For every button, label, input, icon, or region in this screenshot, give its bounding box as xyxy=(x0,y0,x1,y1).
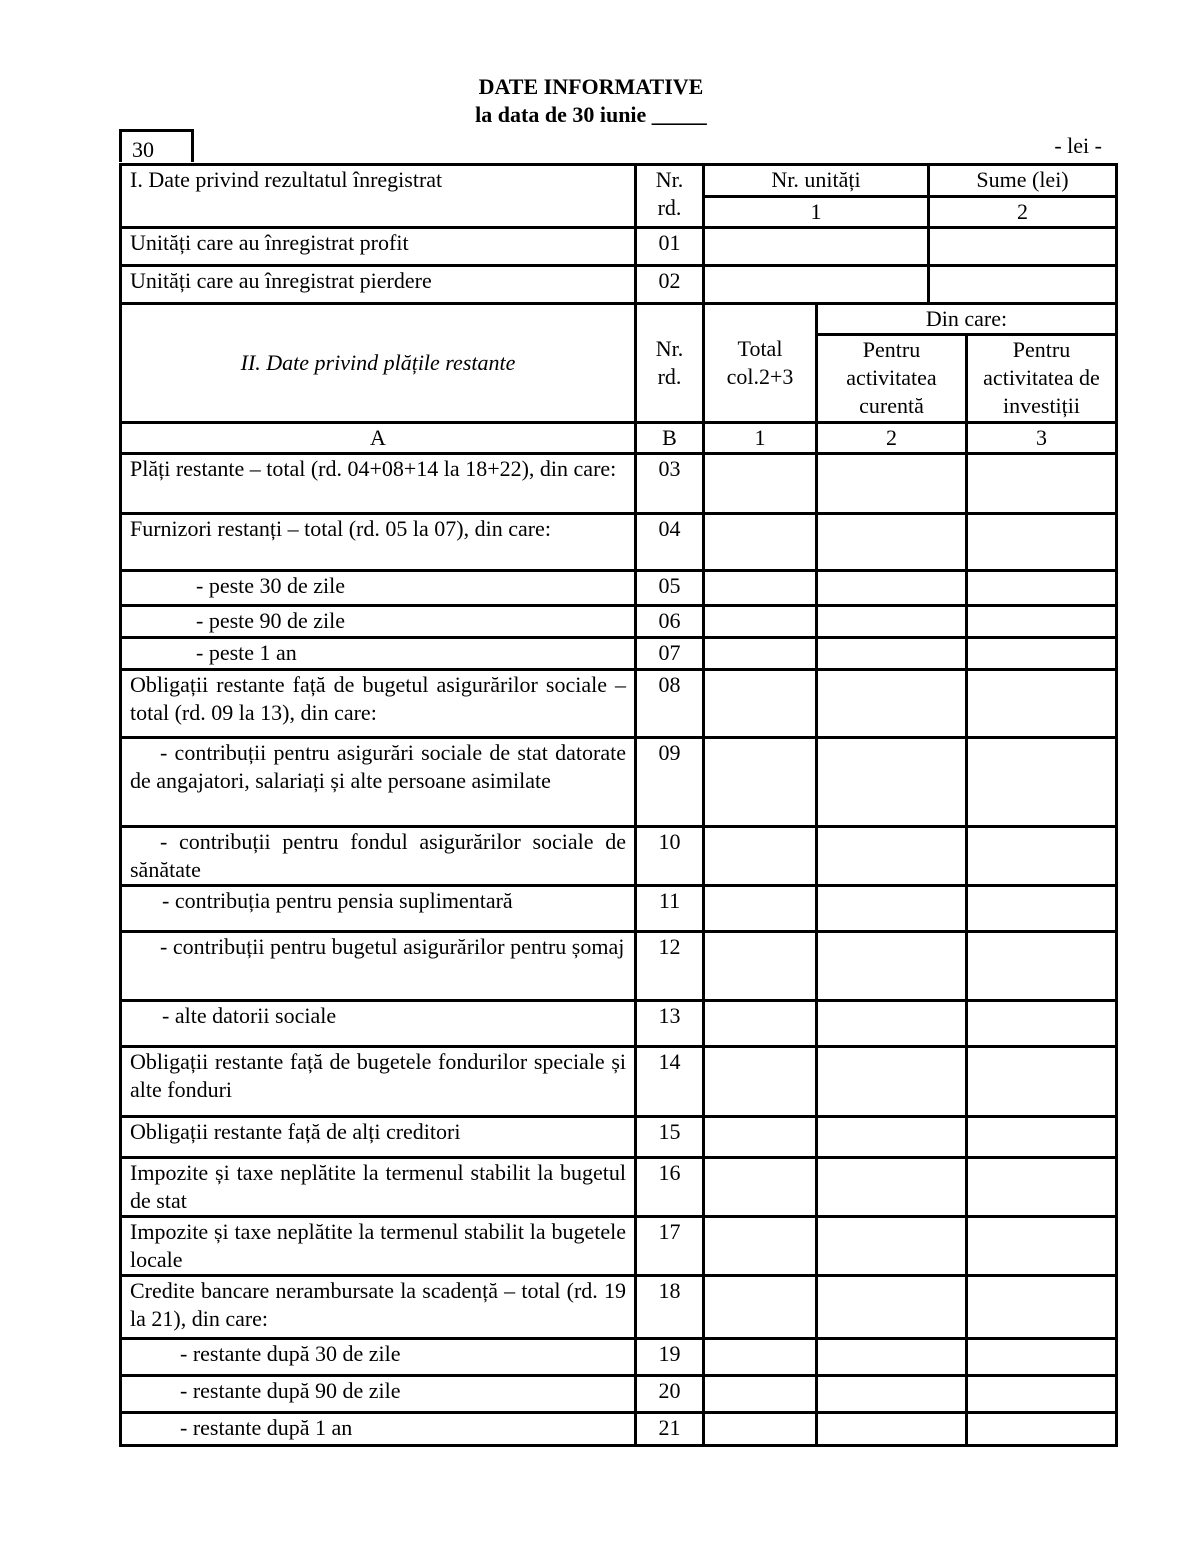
section2-cell[interactable] xyxy=(704,606,817,638)
section2-cell[interactable] xyxy=(704,1376,817,1413)
column-letter: 3 xyxy=(967,423,1117,454)
section2-cell[interactable] xyxy=(817,1001,967,1047)
section2-row xyxy=(121,606,1117,638)
section2-row xyxy=(121,886,1117,932)
section2-row xyxy=(121,1117,1117,1158)
section1-cell[interactable] xyxy=(929,266,1117,304)
section2-row xyxy=(121,1001,1117,1047)
section2-cell[interactable] xyxy=(704,1117,817,1158)
section2-cell[interactable] xyxy=(704,1047,817,1117)
section2-cell[interactable] xyxy=(967,738,1117,827)
section2-cell[interactable] xyxy=(967,670,1117,738)
section2-cell[interactable] xyxy=(967,638,1117,670)
section2-cell[interactable] xyxy=(817,1117,967,1158)
section2-row-label: Obligații restante față de bugetul asigurărilor sociale – total (rd. 09 la 13), din care: xyxy=(121,670,636,738)
section2-row-label: Impozite și taxe neplătite la termenul stabilit la bugetele locale xyxy=(121,1217,636,1276)
section2-row-nr: 09 xyxy=(636,738,704,827)
section1-cell[interactable] xyxy=(704,266,929,304)
section1-col-units-num: 1 xyxy=(704,197,929,228)
section2-row xyxy=(121,670,1117,738)
section2-row-label: Credite bancare nerambursate la scadență – total (rd. 19 la 21), din care: xyxy=(121,1276,636,1339)
section2-cell[interactable] xyxy=(704,827,817,886)
section2-cell[interactable] xyxy=(704,454,817,514)
section2-row-nr: 07 xyxy=(636,638,704,670)
section2-row-nr: 19 xyxy=(636,1339,704,1376)
section1-cell[interactable] xyxy=(929,228,1117,266)
section2-cell[interactable] xyxy=(704,1158,817,1217)
section2-row xyxy=(121,1158,1117,1217)
section2-cell[interactable] xyxy=(704,1276,817,1339)
section2-row-nr: 13 xyxy=(636,1001,704,1047)
document-title: DATE INFORMATIVE xyxy=(478,74,704,99)
section2-cell[interactable] xyxy=(967,1339,1117,1376)
section2-cell[interactable] xyxy=(704,571,817,606)
section2-row-nr: 05 xyxy=(636,571,704,606)
section2-row-nr: 15 xyxy=(636,1117,704,1158)
section1-col-units: Nr. unități xyxy=(704,165,929,197)
section2-cell[interactable] xyxy=(967,1117,1117,1158)
section2-row-label: Obligații restante față de alți creditori xyxy=(121,1117,636,1158)
section2-row-label: - alte datorii sociale xyxy=(121,1001,636,1047)
section2-cell[interactable] xyxy=(967,1276,1117,1339)
section2-row-label: - contribuții pentru asigurări sociale de stat datorate de angajatori, salariați și alte persoane asimilate xyxy=(121,738,636,827)
column-letter: B xyxy=(636,423,704,454)
section1-row-label: Unități care au înregistrat profit xyxy=(121,228,636,266)
section2-cell[interactable] xyxy=(817,738,967,827)
section2-row xyxy=(121,638,1117,670)
section2-cell[interactable] xyxy=(967,606,1117,638)
section2-cell[interactable] xyxy=(704,1217,817,1276)
section2-row xyxy=(121,1276,1117,1339)
section2-row-label: - peste 1 an xyxy=(121,638,636,670)
section2-cell[interactable] xyxy=(967,571,1117,606)
section2-cell[interactable] xyxy=(817,571,967,606)
section2-cell[interactable] xyxy=(817,932,967,1001)
section2-cell[interactable] xyxy=(704,638,817,670)
section2-cell[interactable] xyxy=(817,827,967,886)
section2-row xyxy=(121,1047,1117,1117)
section2-row-nr: 08 xyxy=(636,670,704,738)
section1-row-nr: 01 xyxy=(636,228,704,266)
section2-row-label: - restante după 90 de zile xyxy=(121,1376,636,1413)
section2-cell[interactable] xyxy=(817,1339,967,1376)
column-letter: 1 xyxy=(704,423,817,454)
section2-cell[interactable] xyxy=(704,738,817,827)
section2-cell[interactable] xyxy=(704,1413,817,1446)
section2-row xyxy=(121,1339,1117,1376)
section2-row-label: - contribuții pentru bugetul asigurărilor pentru șomaj xyxy=(121,932,636,1001)
section2-row-nr: 18 xyxy=(636,1276,704,1339)
section2-title: II. Date privind plățile restante xyxy=(121,304,636,423)
section2-cell[interactable] xyxy=(817,1158,967,1217)
section2-col-invest: Pentru activitatea de investiții xyxy=(967,335,1117,423)
section2-cell[interactable] xyxy=(817,670,967,738)
section2-cell[interactable] xyxy=(967,1217,1117,1276)
section2-row-label: Furnizori restanți – total (rd. 05 la 07), din care: xyxy=(121,514,636,571)
section2-row-label: - contribuții pentru fondul asigurărilor sociale de sănătate xyxy=(121,827,636,886)
section2-row-nr: 20 xyxy=(636,1376,704,1413)
section1-nr-rd-header: Nr. rd. xyxy=(636,165,704,228)
section2-row xyxy=(121,827,1117,886)
section2-cell[interactable] xyxy=(817,514,967,571)
section2-cell[interactable] xyxy=(967,932,1117,1001)
section2-cell[interactable] xyxy=(967,1158,1117,1217)
section2-row-nr: 11 xyxy=(636,886,704,932)
section2-cell[interactable] xyxy=(817,606,967,638)
section2-row-nr: 03 xyxy=(636,454,704,514)
section2-row-nr: 04 xyxy=(636,514,704,571)
section2-cell[interactable] xyxy=(967,1047,1117,1117)
column-letter: 2 xyxy=(817,423,967,454)
section2-cell[interactable] xyxy=(704,514,817,571)
column-letter: A xyxy=(121,423,636,454)
section1-col-sums-num: 2 xyxy=(929,197,1117,228)
section2-row-nr: 12 xyxy=(636,932,704,1001)
section2-cell[interactable] xyxy=(704,886,817,932)
section2-cell[interactable] xyxy=(817,1376,967,1413)
section2-row xyxy=(121,1217,1117,1276)
section2-row-nr: 21 xyxy=(636,1413,704,1446)
section2-row-label: - peste 90 de zile xyxy=(121,606,636,638)
section2-cell[interactable] xyxy=(704,1339,817,1376)
section2-cell[interactable] xyxy=(817,1217,967,1276)
section2-row-nr: 14 xyxy=(636,1047,704,1117)
section2-cell[interactable] xyxy=(704,670,817,738)
section2-row-label: Impozite și taxe neplătite la termenul stabilit la bugetul de stat xyxy=(121,1158,636,1217)
section2-row-nr: 17 xyxy=(636,1217,704,1276)
section1-col-sums: Sume (lei) xyxy=(929,165,1117,197)
currency-unit: - lei - xyxy=(1054,133,1102,158)
section2-cell[interactable] xyxy=(967,827,1117,886)
section2-row-label: - restante după 1 an xyxy=(121,1413,636,1446)
section2-cell[interactable] xyxy=(817,1276,967,1339)
section2-cell[interactable] xyxy=(817,1413,967,1446)
section2-nr-rd-header: Nr. rd. xyxy=(636,304,704,423)
section2-cell[interactable] xyxy=(704,1001,817,1047)
section2-row-label: - restante după 30 de zile xyxy=(121,1339,636,1376)
section2-row xyxy=(121,738,1117,827)
section1-title: I. Date privind rezultatul înregistrat xyxy=(121,165,636,228)
section2-cell[interactable] xyxy=(817,638,967,670)
section2-cell[interactable] xyxy=(967,1001,1117,1047)
section2-row-label: - peste 30 de zile xyxy=(121,571,636,606)
section2-cell[interactable] xyxy=(704,932,817,1001)
section2-cell[interactable] xyxy=(967,1413,1117,1446)
section2-col-total: Total col.2+3 xyxy=(704,304,817,423)
section2-din-care: Din care: xyxy=(817,304,1117,335)
section2-cell[interactable] xyxy=(967,886,1117,932)
section2-row-nr: 10 xyxy=(636,827,704,886)
section2-cell[interactable] xyxy=(817,1047,967,1117)
form-code-box: 30 xyxy=(119,129,194,162)
section2-row xyxy=(121,571,1117,606)
section2-cell[interactable] xyxy=(967,1376,1117,1413)
section2-row-label: Plăți restante – total (rd. 04+08+14 la 18+22), din care: xyxy=(121,454,636,514)
report-table xyxy=(119,163,1118,1447)
section2-cell[interactable] xyxy=(967,514,1117,571)
section2-row-nr: 06 xyxy=(636,606,704,638)
section2-cell[interactable] xyxy=(817,454,967,514)
section2-row xyxy=(121,932,1117,1001)
section2-row xyxy=(121,1376,1117,1413)
section2-col-curenta: Pentru activitatea curentă xyxy=(817,335,967,423)
section2-row xyxy=(121,514,1117,571)
section2-row-label: - contribuția pentru pensia suplimentară xyxy=(121,886,636,932)
section2-cell[interactable] xyxy=(967,454,1117,514)
section2-cell[interactable] xyxy=(817,886,967,932)
section2-row-nr: 16 xyxy=(636,1158,704,1217)
document-subtitle: la data de 30 iunie _____ xyxy=(475,102,707,127)
section2-row xyxy=(121,1413,1117,1446)
section2-row-label: Obligații restante față de bugetele fondurilor speciale și alte fonduri xyxy=(121,1047,636,1117)
section1-cell[interactable] xyxy=(704,228,929,266)
section1-row-label: Unități care au înregistrat pierdere xyxy=(121,266,636,304)
section1-row-nr: 02 xyxy=(636,266,704,304)
section2-row xyxy=(121,454,1117,514)
